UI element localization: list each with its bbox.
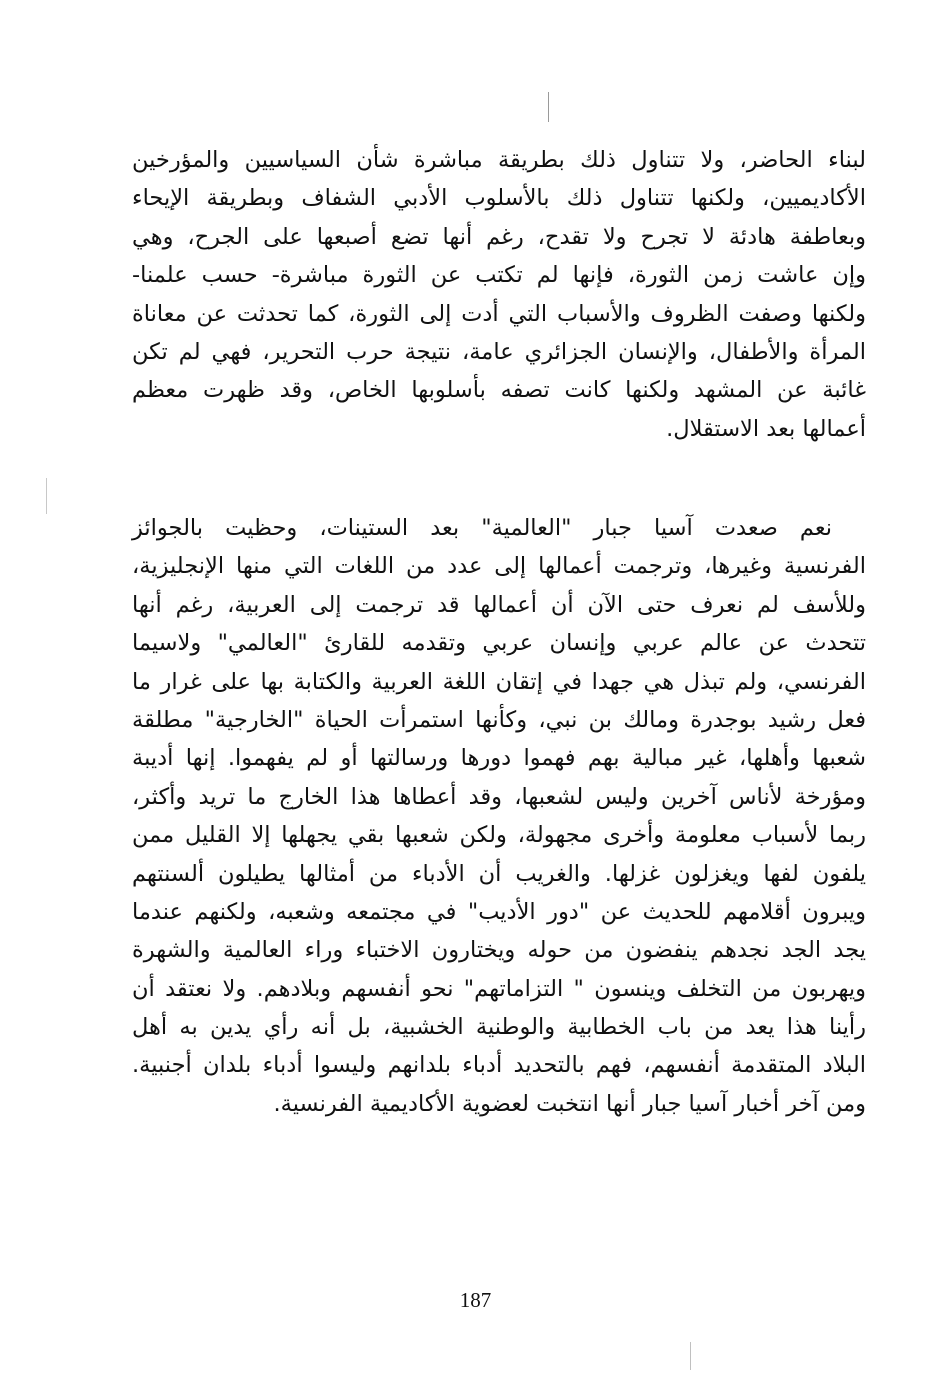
- text-line: الفرنسية وغيرها، وترجمت أعمالها إلى عدد من اللغات التي منها الإنجليزية،: [132, 553, 866, 580]
- text-line: ويهربون من التخلف وينسون " التزاماتهم" نحو أنفسهم وبلادهم. ولا نعتقد أن: [132, 975, 866, 1002]
- text-line: البلاد المتقدمة أنفسهم، فهم بالتحديد أدباء بلدانهم وليسوا أدباء بلدان أجنبية.: [132, 1052, 866, 1079]
- scan-artifact-mark: [548, 92, 549, 122]
- text-line: رأينا هذا يعد من باب الخطابية والوطنية الخشبية، بل أنه رأي يدين به أهل: [132, 1014, 866, 1041]
- text-line: ومن آخر أخبار آسيا جبار أنها انتخبت لعضوية الأكاديمية الفرنسية.: [273, 1090, 866, 1117]
- text-line: الأكاديميين، ولكنها تتناول ذلك بالأسلوب الأدبي الشفاف وبطريقة الإيحاء: [132, 185, 866, 212]
- paragraph-1: [132, 141, 866, 448]
- text-line: الفرنسي، ولم تبذل هي جهدا في إتقان اللغة العربية والكتابة بها على غرار ما: [132, 668, 866, 695]
- text-line: ومؤرخة لأناس آخرين وليس لشعبها، وقد أعطاها هذا الخارج ما تريد وأكثر،: [132, 783, 866, 810]
- paragraph-2: [132, 509, 866, 1123]
- text-line: ولكنها وصفت الظروف والأسباب التي أدت إلى الثورة، كما تحدثت عن معاناة: [132, 300, 866, 327]
- text-line: وإن عاشت زمن الثورة، فإنها لم تكتب عن الثورة مباشرة- حسب علمنا-: [132, 262, 866, 289]
- text-line: وللأسف لم نعرف حتى الآن أن أعمالها قد ترجمت إلى العربية، رغم أنها: [132, 591, 866, 618]
- scan-artifact-mark: [690, 1342, 691, 1370]
- text-line: ويبرون أقلامهم للحديث عن "دور الأديب" في مجتمعه وشعبه، ولكنهم عندما: [132, 898, 866, 925]
- text-line: يلفون لفها ويغزلون غزلها. والغريب أن الأدباء من أمثالها يطيلون ألسنتهم: [132, 860, 866, 887]
- text-line: شعبها وأهلها، غير مبالية بهم فهموا دورها ورسالتها أو لم يفهموا. إنها أديبة: [132, 745, 866, 772]
- text-line: ربما لأسباب معلومة وأخرى مجهولة، ولكن شعبها بقي يجهلها إلا القليل ممن: [132, 822, 866, 849]
- text-line: غائبة عن المشهد ولكنها كانت تصفه بأسلوبها الخاص، وقد ظهرت معظم: [132, 377, 866, 404]
- text-line: أعمالها بعد الاستقلال.: [666, 415, 866, 442]
- text-line: المرأة والأطفال، والإنسان الجزائري عامة، نتيجة حرب التحرير، فهي لم تكن: [132, 338, 866, 365]
- scan-artifact-mark: [46, 478, 47, 514]
- text-line: وبعاطفة هادئة لا تجرح ولا تقدح، رغم أنها تضع أصبعها على الجرح، وهي: [132, 223, 866, 250]
- text-line: يجد الجد نجدهم ينفضون من حوله ويختارون الاختباء وراء العالمية والشهرة: [132, 937, 866, 964]
- text-line: فعل رشيد بوجدرة ومالك بن نبي، وكأنها استمرأت الحياة "الخارجية" مطلقة: [132, 706, 866, 733]
- text-line: تتحدث عن عالم عربي وإنسان عربي وتقدمه للقارئ "العالمي" ولاسيما: [132, 630, 866, 657]
- page-number: 187: [459, 1288, 492, 1312]
- text-line: لبناء الحاضر، ولا تتناول ذلك بطريقة مباشرة شأن السياسيين والمؤرخين: [132, 147, 866, 173]
- text-line: نعم صعدت آسيا جبار "العالمية" بعد الستينات، وحظيت بالجوائز: [132, 515, 832, 541]
